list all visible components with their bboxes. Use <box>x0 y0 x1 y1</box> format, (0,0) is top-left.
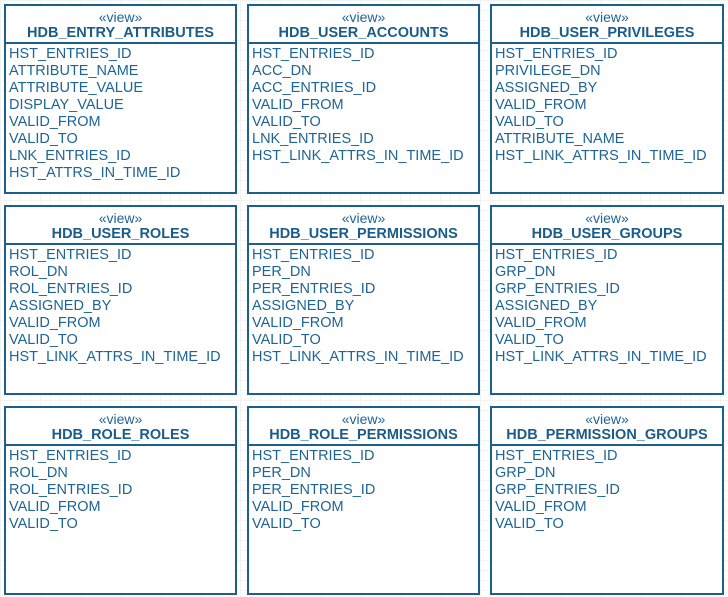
attribute-item: HST_ENTRIES_ID <box>252 247 375 263</box>
view-box-hdb-user-permissions[interactable] <box>247 205 480 395</box>
attribute-item: HST_ENTRIES_ID <box>9 247 132 263</box>
view-header <box>6 408 235 446</box>
view-box-hdb-entry-attributes[interactable] <box>4 4 237 194</box>
view-stereotype: «view» <box>585 9 629 25</box>
attribute-item: VALID_TO <box>252 332 321 348</box>
attribute-item: VALID_TO <box>9 516 78 532</box>
view-stereotype: «view» <box>98 9 143 25</box>
attribute-item: GRP_DN <box>495 264 556 280</box>
view-box-hdb-user-accounts[interactable] <box>247 4 480 194</box>
attribute-item: ASSIGNED_BY <box>495 298 598 314</box>
view-name: HDB_ROLE_ROLES <box>51 427 190 443</box>
attribute-item: VALID_FROM <box>495 315 587 331</box>
view-box-hdb-role-permissions[interactable] <box>247 406 480 595</box>
attribute-item: HST_ENTRIES_ID <box>495 448 618 464</box>
attribute-item: HST_ENTRIES_ID <box>495 247 618 263</box>
attribute-item: ASSIGNED_BY <box>495 80 598 96</box>
attribute-list <box>6 245 235 366</box>
view-header <box>249 408 478 446</box>
attribute-list <box>492 44 722 165</box>
attribute-item: VALID_FROM <box>495 499 587 515</box>
attribute-item: ATTRIBUTE_VALUE <box>9 80 144 96</box>
attribute-item: VALID_TO <box>252 114 321 130</box>
attribute-item: HST_ENTRIES_ID <box>495 46 618 62</box>
attribute-item: HST_ENTRIES_ID <box>252 448 375 464</box>
attribute-item: PRIVILEGE_DN <box>495 63 601 79</box>
view-name: HDB_USER_ACCOUNTS <box>278 25 449 41</box>
attribute-item: PER_DN <box>252 465 311 481</box>
attribute-item: VALID_TO <box>252 516 321 532</box>
view-stereotype: «view» <box>98 411 143 427</box>
view-stereotype: «view» <box>585 411 629 427</box>
view-stereotype: «view» <box>341 9 386 25</box>
attribute-item: VALID_FROM <box>252 97 344 113</box>
view-header <box>492 207 722 245</box>
view-name: HDB_ROLE_PERMISSIONS <box>269 427 458 443</box>
view-header <box>492 408 722 446</box>
view-name: HDB_USER_PERMISSIONS <box>269 226 458 242</box>
attribute-item: VALID_FROM <box>495 97 587 113</box>
attribute-item: HST_LINK_ATTRS_IN_TIME_ID <box>9 349 221 365</box>
attribute-list <box>249 44 478 165</box>
attribute-item: VALID_FROM <box>9 114 101 130</box>
attribute-item: ROL_DN <box>9 264 68 280</box>
view-name: HDB_USER_PRIVILEGES <box>519 25 695 41</box>
attribute-item: HST_ENTRIES_ID <box>9 46 132 62</box>
attribute-item: VALID_FROM <box>252 315 344 331</box>
attribute-item: GRP_ENTRIES_ID <box>495 482 620 498</box>
view-name: HDB_ENTRY_ATTRIBUTES <box>27 25 214 41</box>
view-box-hdb-user-roles[interactable] <box>4 205 237 395</box>
attribute-item: ROL_DN <box>9 465 68 481</box>
attribute-item: ACC_DN <box>252 63 312 79</box>
attribute-item: VALID_TO <box>495 114 564 130</box>
attribute-item: ROL_ENTRIES_ID <box>9 281 133 297</box>
attribute-item: HST_ENTRIES_ID <box>252 46 375 62</box>
attribute-item: ACC_ENTRIES_ID <box>252 80 377 96</box>
view-box-hdb-user-privileges[interactable] <box>490 4 724 194</box>
attribute-item: PER_DN <box>252 264 311 280</box>
view-header <box>6 6 235 44</box>
view-name: HDB_USER_GROUPS <box>531 226 683 242</box>
attribute-item: VALID_FROM <box>9 315 101 331</box>
view-box-hdb-user-groups[interactable] <box>490 205 724 395</box>
attribute-item: DISPLAY_VALUE <box>9 97 124 113</box>
view-name: HDB_PERMISSION_GROUPS <box>506 427 708 443</box>
attribute-item: ROL_ENTRIES_ID <box>9 482 133 498</box>
view-name: HDB_USER_ROLES <box>51 226 190 242</box>
view-header <box>6 207 235 245</box>
attribute-item: LNK_ENTRIES_ID <box>252 131 374 147</box>
attribute-list <box>492 446 722 533</box>
view-stereotype: «view» <box>585 210 629 226</box>
attribute-item: PER_ENTRIES_ID <box>252 281 376 297</box>
attribute-item: VALID_TO <box>9 332 78 348</box>
attribute-item: VALID_TO <box>495 332 564 348</box>
attribute-item: GRP_ENTRIES_ID <box>495 281 620 297</box>
view-stereotype: «view» <box>341 210 386 226</box>
view-stereotype: «view» <box>98 210 143 226</box>
attribute-item: PER_ENTRIES_ID <box>252 482 376 498</box>
attribute-item: HST_ENTRIES_ID <box>9 448 132 464</box>
attribute-item: HST_LINK_ATTRS_IN_TIME_ID <box>252 148 464 164</box>
attribute-item: ASSIGNED_BY <box>9 298 112 314</box>
view-header <box>249 6 478 44</box>
view-stereotype: «view» <box>341 411 386 427</box>
attribute-list <box>249 245 478 366</box>
view-header <box>492 6 722 44</box>
attribute-item: GRP_DN <box>495 465 556 481</box>
attribute-item: HST_LINK_ATTRS_IN_TIME_ID <box>252 349 464 365</box>
view-box-hdb-permission-groups[interactable] <box>490 406 724 595</box>
attribute-item: ATTRIBUTE_NAME <box>9 63 139 79</box>
attribute-list <box>6 44 235 182</box>
attribute-item: ASSIGNED_BY <box>252 298 355 314</box>
attribute-list <box>249 446 478 533</box>
attribute-item: ATTRIBUTE_NAME <box>495 131 625 147</box>
attribute-list <box>6 446 235 533</box>
view-header <box>249 207 478 245</box>
view-box-hdb-role-roles[interactable] <box>4 406 237 595</box>
attribute-item: HST_LINK_ATTRS_IN_TIME_ID <box>495 148 707 164</box>
attribute-item: VALID_TO <box>495 516 564 532</box>
attribute-item: LNK_ENTRIES_ID <box>9 148 131 164</box>
attribute-item: HST_ATTRS_IN_TIME_ID <box>9 165 181 181</box>
attribute-item: VALID_FROM <box>252 499 344 515</box>
attribute-item: VALID_TO <box>9 131 78 147</box>
attribute-list <box>492 245 722 366</box>
attribute-item: HST_LINK_ATTRS_IN_TIME_ID <box>495 349 707 365</box>
attribute-item: VALID_FROM <box>9 499 101 515</box>
